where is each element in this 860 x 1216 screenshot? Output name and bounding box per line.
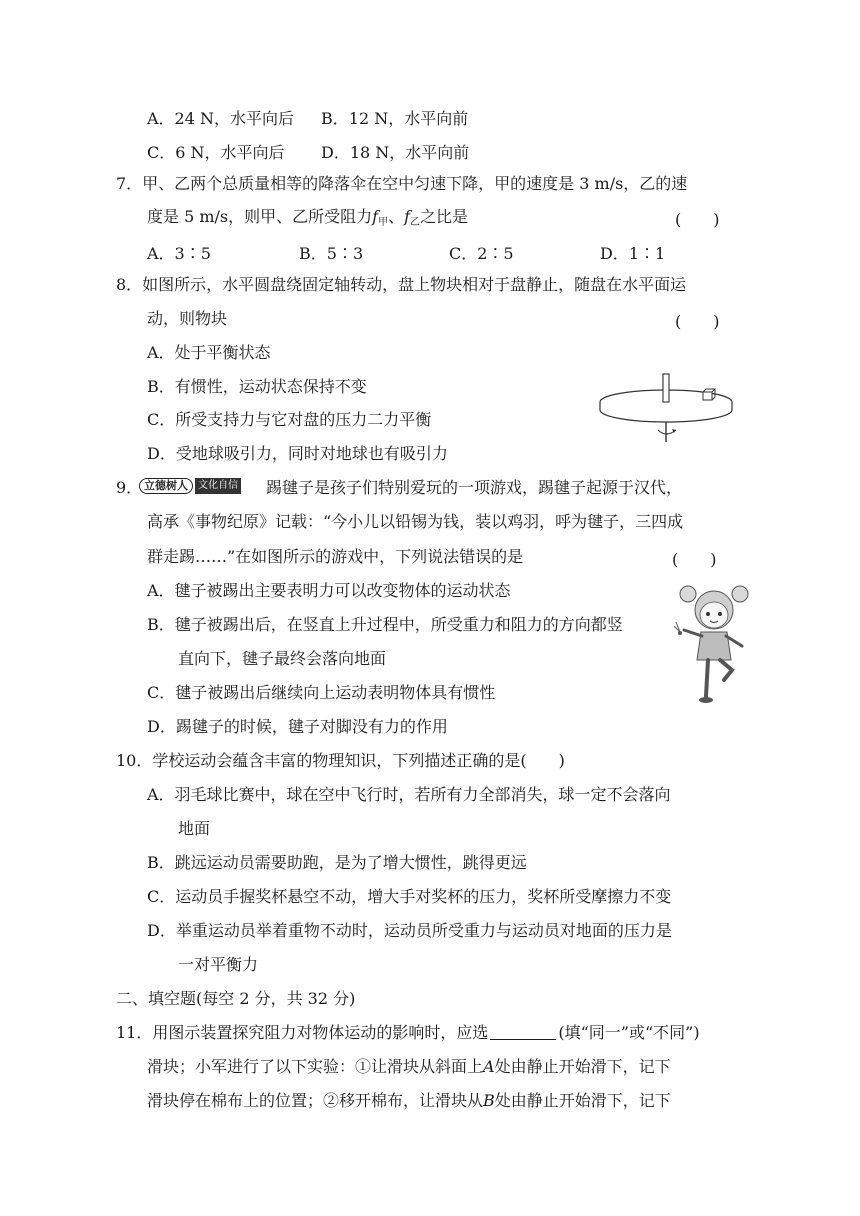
q11-line2-post: 处由静止开始滑下，记下 bbox=[494, 1057, 671, 1076]
q9-option-a: A．毽子被踢出主要表明力可以改变物体的运动状态 bbox=[147, 581, 511, 600]
q10-stem: 10．学校运动会蕴含丰富的物理知识，下列描述正确的是( ) bbox=[116, 751, 565, 770]
q10-option-d-line2: 一对平衡力 bbox=[178, 955, 259, 974]
q9-option-b-line2: 直向下，毽子最终会落向地面 bbox=[178, 649, 387, 668]
q11-line2 bbox=[147, 1057, 671, 1077]
q7-option-c: C．2∶5 bbox=[449, 244, 514, 263]
q7-sep: 、 bbox=[388, 207, 405, 226]
q10-option-a-line2: 地面 bbox=[178, 819, 211, 838]
q7-option-b: B．5∶3 bbox=[299, 244, 364, 263]
q7-stem-line1: 7．甲、乙两个总质量相等的降落伞在空中匀速下降，甲的速度是 3 m/s，乙的速 bbox=[116, 174, 688, 193]
q10-option-b: B．跳远运动员需要助跑，是为了增大惯性，跳得更远 bbox=[147, 853, 527, 872]
q7-stem-line2 bbox=[147, 207, 468, 233]
q8-option-c: C．所受支持力与它对盘的压力二力平衡 bbox=[147, 410, 432, 429]
q11-line3-pre: 滑块停在棉布上的位置；②移开棉布，让滑块从 bbox=[147, 1091, 484, 1110]
q8-option-b: B．有惯性，运动状态保持不变 bbox=[147, 377, 367, 396]
q7-answer-paren: ( ) bbox=[675, 210, 720, 229]
q11-line1 bbox=[116, 1023, 700, 1043]
badge-lide-shuren: 立德树人 bbox=[139, 478, 193, 494]
q10-option-c: C．运动员手握奖杯悬空不动，增大手对奖杯的压力，奖杯所受摩擦力不变 bbox=[147, 887, 672, 906]
q9-option-d: D．踢毽子的时候，毽子对脚没有力的作用 bbox=[147, 717, 448, 736]
q11-line3 bbox=[147, 1091, 671, 1111]
q8-answer-paren: ( ) bbox=[675, 312, 720, 331]
q9-option-c: C．毽子被踢出后继续向上运动表明物体具有惯性 bbox=[147, 683, 496, 702]
q6-option-a: A．24 N，水平向后 bbox=[147, 109, 295, 128]
q9-option-b-line1: B．毽子被踢出后，在竖直上升过程中，所受重力和阻力的方向都竖 bbox=[147, 615, 623, 634]
q7-line2-post: 之比是 bbox=[420, 207, 469, 226]
q10-option-a-line1: A．羽毛球比赛中，球在空中飞行时，若所有力全部消失，球一定不会落向 bbox=[147, 785, 671, 804]
q9-stem-line3: 群走踢……”在如图所示的游戏中，下列说法错误的是 bbox=[147, 547, 524, 566]
q8-option-a: A．处于平衡状态 bbox=[147, 343, 271, 362]
q7-line2-pre: 度是 5 m/s，则甲、乙所受阻力 bbox=[147, 207, 373, 226]
q10-option-d-line1: D．举重运动员举着重物不动时，运动员所受重力与运动员对地面的压力是 bbox=[147, 921, 672, 940]
q11-line1-post: (填“同一”或“不同”) bbox=[558, 1023, 700, 1042]
q8-stem-line2: 动，则物块 bbox=[147, 309, 228, 328]
q11-line2-pre: 滑块；小军进行了以下实验：①让滑块从斜面上 bbox=[147, 1057, 484, 1076]
badge-wenhua-zixin: 文化自信 bbox=[195, 478, 241, 494]
q6-option-b: B．12 N，水平向前 bbox=[321, 109, 469, 128]
q7-sub-jia: 甲 bbox=[378, 217, 389, 228]
q6-option-d: D．18 N，水平向前 bbox=[321, 143, 470, 162]
q7-option-d: D．1∶1 bbox=[600, 244, 666, 263]
q7-f-yi: f bbox=[404, 207, 410, 226]
q11-point-b: B bbox=[483, 1091, 495, 1110]
q6-option-c: C．6 N，水平向后 bbox=[147, 143, 285, 162]
q8-option-d: D．受地球吸引力，同时对地球也有吸引力 bbox=[147, 444, 448, 463]
q9-answer-paren: ( ) bbox=[672, 550, 717, 569]
q7-f-jia: f bbox=[372, 207, 379, 226]
q9-badge bbox=[139, 478, 241, 494]
q11-line1-pre: 11．用图示装置探究阻力对物体运动的影响时，应选 bbox=[116, 1023, 489, 1042]
q11-answer-blank[interactable] bbox=[490, 1025, 556, 1040]
q9-stem-line1: 踢毽子是孩子们特别爱玩的一项游戏，踢毽子起源于汉代， bbox=[266, 478, 683, 497]
q8-stem-line1: 8．如图所示，水平圆盘绕固定轴转动，盘上物块相对于盘静止，随盘在水平面运 bbox=[116, 275, 687, 294]
q11-point-a: A bbox=[483, 1057, 495, 1076]
q7-sub-yi: 乙 bbox=[410, 217, 420, 228]
q11-line3-post: 处由静止开始滑下，记下 bbox=[494, 1091, 671, 1110]
rotating-disk-figure bbox=[598, 372, 748, 444]
q9-stem-line2: 高承《事物纪原》记载：“今小儿以铅锡为钱，装以鸡羽，呼为毽子，三四成 bbox=[147, 512, 684, 531]
section-fill-in-heading: 二、填空题(每空 2 分，共 32 分) bbox=[116, 989, 356, 1008]
q9-number: 9． bbox=[116, 478, 143, 497]
girl-kicking-shuttlecock-figure bbox=[674, 584, 756, 706]
q7-option-a: A．3∶5 bbox=[147, 244, 211, 263]
